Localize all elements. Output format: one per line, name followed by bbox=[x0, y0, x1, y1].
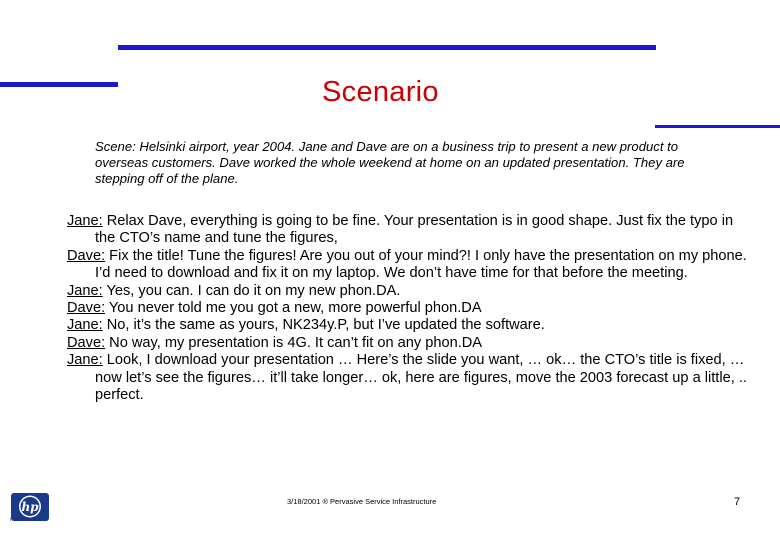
speaker-label: Jane: bbox=[67, 352, 103, 369]
top-rule bbox=[118, 45, 656, 50]
logo-tagline: invent bbox=[10, 517, 45, 523]
speaker-label: Jane: bbox=[67, 317, 103, 334]
dialogue-text: Relax Dave, everything is going to be fine. Your presentation is in good shape. Just fix the typo in the CTO’s name and tune the figures, bbox=[95, 213, 734, 247]
speaker-label: Dave: bbox=[67, 300, 106, 317]
slide-footer: 3/18/2001 ® Pervasive Service Infrastructure bbox=[287, 497, 437, 506]
dialogue-text: You never told me you got a new, more powerful phon.DA bbox=[105, 300, 482, 317]
speaker-label: Dave: bbox=[67, 334, 106, 351]
speaker-label: Jane: bbox=[67, 282, 103, 299]
left-rule bbox=[0, 82, 118, 87]
speaker-label: Jane: bbox=[67, 213, 103, 229]
dialogue-line bbox=[67, 300, 757, 317]
dialogue-line bbox=[67, 335, 757, 352]
hp-logo-mark: hp bbox=[21, 500, 39, 514]
speaker-label: Dave: bbox=[67, 247, 106, 264]
dialogue-line bbox=[67, 248, 757, 283]
scene-description: Scene: Helsinki airport, year 2004. Jane and Dave are on a business trip to present a new product to overseas customers. Dave worked the whole weekend at home on an updated presentation. They are stepping off of the plane. bbox=[95, 139, 685, 186]
dialogue-line bbox=[67, 352, 757, 404]
dialogue-line bbox=[67, 213, 757, 248]
right-rule bbox=[655, 125, 780, 128]
dialogue-text: Fix the title! Tune the figures! Are you out of your mind?! I only have the presentation on my phone. I’d need to download and fix it on my laptop. We don’t have time for that before the meeting. bbox=[95, 247, 747, 282]
dialogue-line bbox=[67, 283, 757, 300]
dialogue-line bbox=[67, 317, 757, 334]
dialogue-text: No, it’s the same as yours, NK234y.P, but I’ve updated the software. bbox=[102, 317, 545, 334]
dialogue-text: No way, my presentation is 4G. It can’t fit on any phon.DA bbox=[105, 334, 483, 351]
dialogue-list bbox=[67, 213, 757, 404]
dialogue-text: Look, I download your presentation … Here’s the slide you want, … ok… the CTO’s title is fixed, … now let’s see the figures… it’ll take longer… ok, here are figures, move the 2003 forecast up a little, .. perfect. bbox=[95, 352, 747, 404]
dialogue-text: Yes, you can. I can do it on my new phon.DA. bbox=[102, 282, 401, 299]
page-number: 7 bbox=[734, 496, 741, 508]
slide-title: Scenario bbox=[322, 76, 439, 108]
